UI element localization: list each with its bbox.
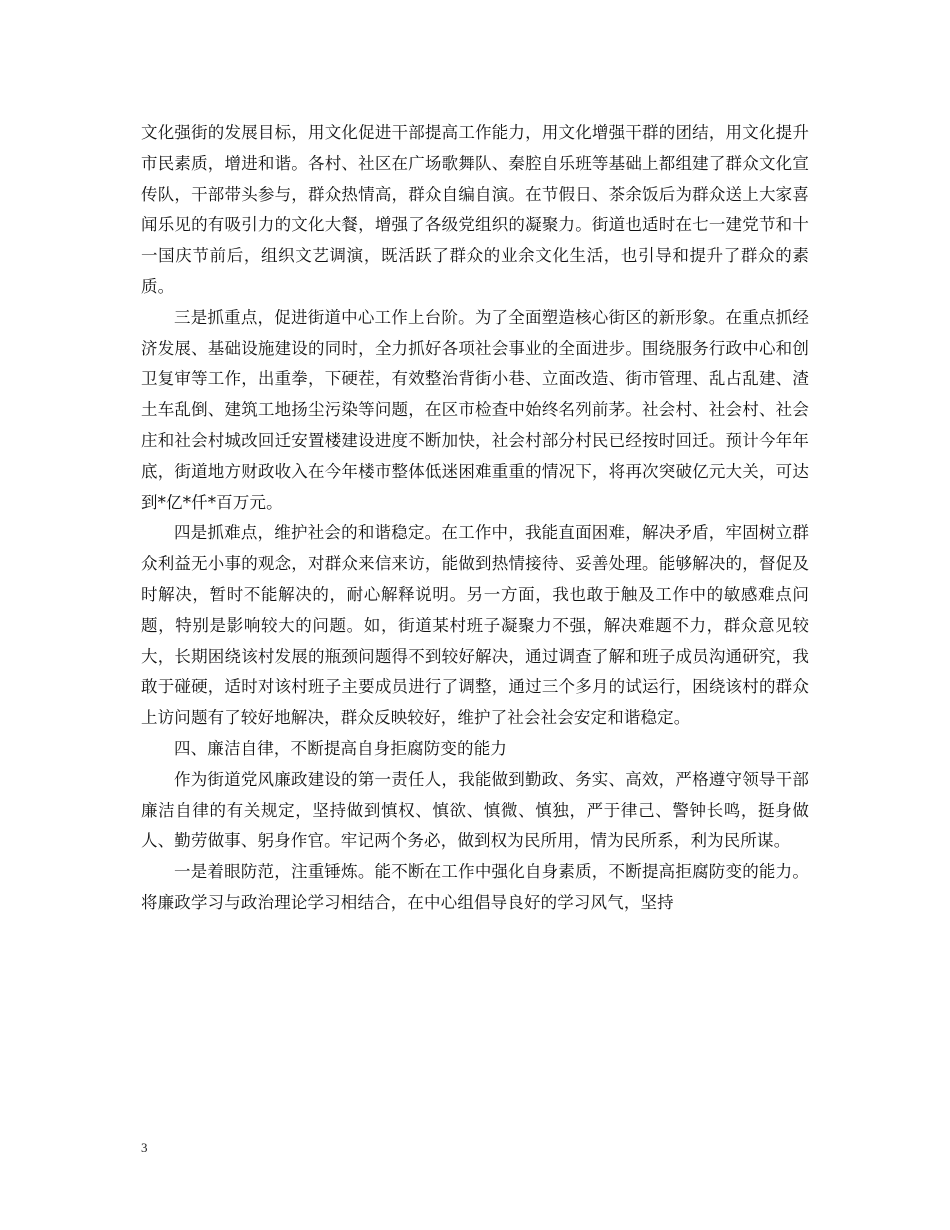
section-heading-integrity: 四、廉洁自律，不断提高自身拒腐防变的能力	[174, 738, 507, 758]
paragraph-prevention: 一是着眼防范，注重锤炼。能不断在工作中强化自身素质，不断提高拒腐防变的能力。将廉政学习与政治理论学习相结合，在中心组倡导良好的学习风气，坚持	[141, 862, 809, 912]
paragraph-integrity-intro: 作为街道党风廉政建设的第一责任人，我能做到勤政、务实、高效，严格遵守领导干部廉洁自律的有关规定，坚持做到慎权、慎欲、慎微、慎独，严于律己、警钟长鸣，挺身做人、勤劳做事、躬身作官。牢记两个务必，做到权为民所用，情为民所系，利为民所谋。	[141, 769, 809, 851]
paragraph-key-points: 三是抓重点，促进街道中心工作上台阶。为了全面塑造核心街区的新形象。在重点抓经济发展、基础设施建设的同时，全力抓好各项社会事业的全面进步。围绕服务行政中心和创卫复审等工作，出重拳，下硬茬，有效整治背街小巷、立面改造、街市管理、乱占乱建、渣土车乱倒、建筑工地扬尘污染等问题，在区市检查中始终名列前茅。社会村、社会村、社会庄和社会村城改回迁安置楼建设进度不断加快，社会村部分村民已经按时回迁。预计今年年底，街道地方财政收入在今年楼市整体低迷困难重重的情况下，将再次突破亿元大关，可达到*亿*仟*百万元。	[141, 307, 809, 512]
document-body	[141, 118, 809, 919]
page-number: 3	[141, 1140, 148, 1155]
paragraph-difficult-points: 四是抓难点，维护社会的和谐稳定。在工作中，我能直面困难，解决矛盾，牢固树立群众利益无小事的观念，对群众来信来访，能做到热情接待、妥善处理。能够解决的，督促及时解决，暂时不能解决的，耐心解释说明。另一方面，我也敢于触及工作中的敏感难点问题，特别是影响较大的问题。如，街道某村班子凝聚力不强，解决难题不力，群众意见较大，长期困绕该村发展的瓶颈问题得不到较好解决，通过调查了解和班子成员沟通研究，我敢于碰硬，适时对该村班子主要成员进行了调整，通过三个多月的试运行，困绕该村的群众上访问题有了较好地解决，群众反映较好，维护了社会社会安定和谐稳定。	[141, 523, 809, 728]
paragraph-culture-continuation: 文化强街的发展目标，用文化促进干部提高工作能力，用文化增强干群的团结，用文化提升市民素质，增进和谐。各村、社区在广场歌舞队、秦腔自乐班等基础上都组建了群众文化宣传队，干部带头参与，群众热情高，群众自编自演。在节假日、茶余饭后为群众送上大家喜闻乐见的有吸引力的文化大餐，增强了各级党组织的凝聚力。街道也适时在七一建党节和十一国庆节前后，组织文艺调演，既活跃了群众的业余文化生活，也引导和提升了群众的素质。	[141, 123, 809, 296]
